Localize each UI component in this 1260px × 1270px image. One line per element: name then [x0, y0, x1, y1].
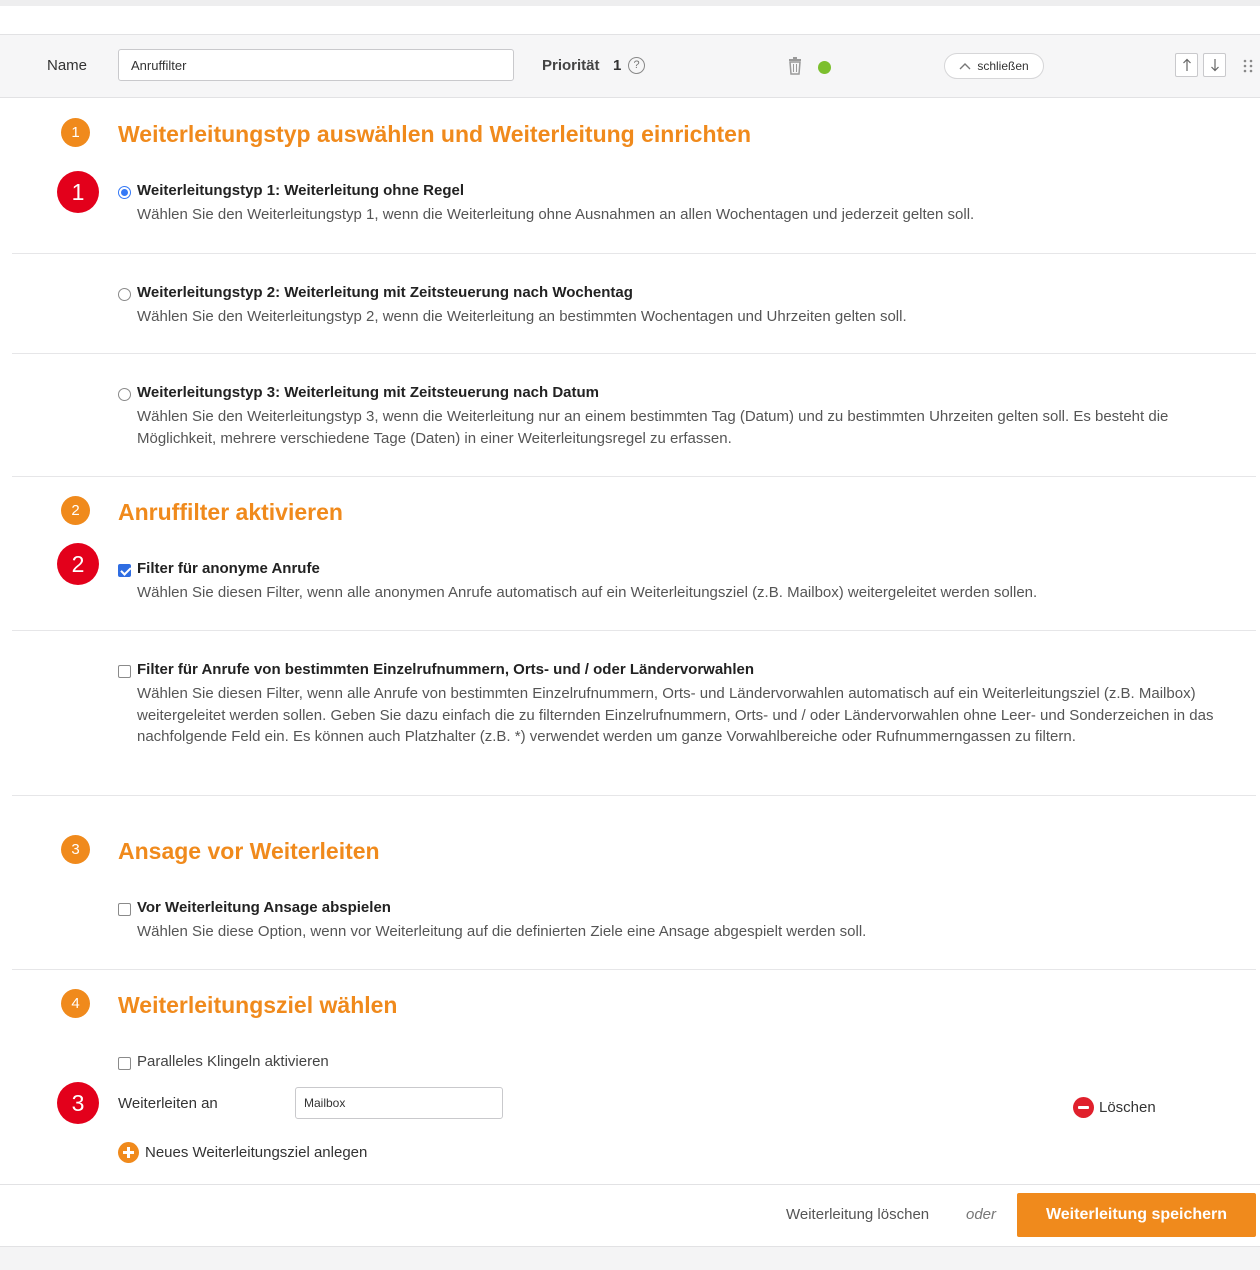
- name-input[interactable]: [118, 49, 514, 81]
- announcement-description: Wählen Sie diese Option, wenn vor Weiterleitung auf die definierten Ziele eine Ansage abgespielt werden soll.: [137, 923, 867, 940]
- new-target-button[interactable]: [118, 1142, 367, 1163]
- forwarding-type-1-radio[interactable]: [118, 186, 131, 199]
- divider: [12, 476, 1256, 477]
- trash-icon[interactable]: [787, 57, 803, 75]
- section-title-1: Weiterleitungstyp auswählen und Weiterleitung einrichten: [118, 121, 752, 147]
- annotation-marker-3: 3: [57, 1082, 99, 1124]
- divider: [12, 630, 1256, 631]
- forwarding-type-3-description: Wählen Sie den Weiterleitungstyp 3, wenn die Weiterleitung nur an einem bestimmten Tag (Datum) und zu bestimmten Uhrzeiten gelten soll. Es besteht die Möglichkeit, mehrere verschiedene Tage (Daten) in einer Weiterleitungsregel zu erfassen.: [137, 408, 1169, 447]
- section-title-2: Anruffilter aktivieren: [118, 499, 343, 525]
- forwarding-type-2-option[interactable]: [118, 284, 1248, 334]
- section-number-3: 3: [61, 835, 90, 864]
- forwarding-type-1-description: Wählen Sie den Weiterleitungstyp 1, wenn die Weiterleitung ohne Ausnahmen an allen Wochentagen und jederzeit gelten soll.: [137, 206, 975, 223]
- section-number-4: 4: [61, 989, 90, 1018]
- forwarding-type-3-radio[interactable]: [118, 388, 131, 401]
- divider: [12, 969, 1256, 970]
- section-title-3: Ansage vor Weiterleiten: [118, 838, 380, 864]
- section-number-2: 2: [61, 496, 90, 525]
- minus-circle-icon: [1073, 1097, 1094, 1118]
- rule-header: [0, 34, 1260, 98]
- delete-target-label: Löschen: [1099, 1099, 1156, 1116]
- footer-divider: [0, 1184, 1260, 1185]
- drag-handle-icon[interactable]: [1243, 58, 1253, 74]
- chevron-up-icon: [959, 62, 971, 70]
- delete-forwarding-link[interactable]: Weiterleitung löschen: [786, 1206, 930, 1223]
- close-label: schließen: [977, 59, 1029, 73]
- move-up-button[interactable]: [1175, 53, 1198, 77]
- arrow-up-icon: [1182, 58, 1192, 72]
- arrow-down-icon: [1210, 58, 1220, 72]
- divider: [12, 795, 1256, 796]
- divider: [12, 253, 1256, 254]
- close-button[interactable]: [944, 53, 1044, 79]
- annotation-marker-1: 1: [57, 171, 99, 213]
- forward-to-label: Weiterleiten an: [118, 1095, 218, 1112]
- number-filter-description: Wählen Sie diesen Filter, wenn alle Anrufe von bestimmten Einzelrufnummern, Orts- und Ländervorwahlen automatisch auf ein Weiterleitungsziel (z.B. Mailbox) weitergeleitet werden sollen. Geben Sie dazu einfach die zu filternden Einzelrufnummern, Orts- und / oder Ländervorwahlen ohne Leer- und Sonderzeichen in das nachfolgende Feld ein. Es können auch Platzhalter (z.B. *) verwendet werden um ganze Vorwahlbereiche oder Rufnummerngassen zu filtern.: [137, 685, 1214, 745]
- new-target-label: Neues Weiterleitungsziel anlegen: [145, 1144, 368, 1161]
- save-forwarding-button[interactable]: Weiterleitung speichern: [1017, 1193, 1256, 1237]
- forwarding-type-1-title: Weiterleitungstyp 1: Weiterleitung ohne Regel: [137, 182, 464, 199]
- number-filter-checkbox[interactable]: [118, 665, 131, 678]
- forward-target-input[interactable]: [295, 1087, 503, 1119]
- plus-circle-icon: [118, 1142, 139, 1163]
- delete-target-button[interactable]: [1073, 1097, 1156, 1118]
- divider: [12, 353, 1256, 354]
- parallel-ringing-label: Paralleles Klingeln aktivieren: [137, 1053, 329, 1070]
- parallel-ringing-checkbox[interactable]: [118, 1057, 131, 1070]
- help-icon[interactable]: ?: [628, 57, 645, 74]
- forwarding-type-2-title: Weiterleitungstyp 2: Weiterleitung mit Zeitsteuerung nach Wochentag: [137, 284, 633, 301]
- status-dot: [818, 61, 831, 74]
- announcement-option[interactable]: [118, 899, 1248, 949]
- forwarding-type-2-description: Wählen Sie den Weiterleitungstyp 2, wenn die Weiterleitung an bestimmten Wochentagen und Uhrzeiten gelten soll.: [137, 308, 907, 325]
- bottom-strip: [0, 1246, 1260, 1270]
- section-title-4: Weiterleitungsziel wählen: [118, 992, 398, 1018]
- announcement-title: Vor Weiterleitung Ansage abspielen: [137, 899, 391, 916]
- forwarding-type-3-option[interactable]: [118, 384, 1248, 454]
- anonymous-filter-checkbox[interactable]: [118, 564, 131, 577]
- forwarding-type-1-option[interactable]: [118, 182, 1248, 232]
- move-down-button[interactable]: [1203, 53, 1226, 77]
- number-filter-title: Filter für Anrufe von bestimmten Einzelrufnummern, Orts- und / oder Ländervorwahlen: [137, 661, 755, 678]
- forwarding-type-2-radio[interactable]: [118, 288, 131, 301]
- parallel-ringing-option[interactable]: [118, 1053, 1248, 1073]
- priority-value: 1: [613, 57, 622, 74]
- name-label: Name: [47, 57, 88, 74]
- number-filter-option[interactable]: [118, 661, 1248, 771]
- forwarding-type-3-title: Weiterleitungstyp 3: Weiterleitung mit Zeitsteuerung nach Datum: [137, 384, 600, 401]
- announcement-checkbox[interactable]: [118, 903, 131, 916]
- anonymous-filter-title: Filter für anonyme Anrufe: [137, 560, 320, 577]
- anonymous-filter-description: Wählen Sie diesen Filter, wenn alle anonymen Anrufe automatisch auf ein Weiterleitungsziel (z.B. Mailbox) weitergeleitet werden sollen.: [137, 584, 1038, 601]
- annotation-marker-2: 2: [57, 543, 99, 585]
- section-number-1: 1: [61, 118, 90, 147]
- priority-label: Priorität: [542, 57, 600, 74]
- top-strip: [0, 0, 1260, 6]
- anonymous-filter-option[interactable]: [118, 560, 1248, 610]
- or-separator: oder: [966, 1206, 997, 1223]
